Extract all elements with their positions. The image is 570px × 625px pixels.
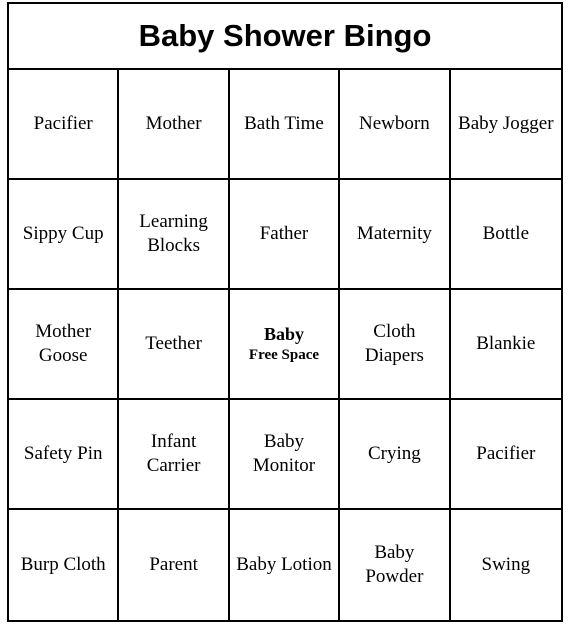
bingo-cell: Baby Jogger xyxy=(451,70,561,180)
bingo-cell: Father xyxy=(230,180,340,290)
free-space-label: Baby xyxy=(263,324,304,344)
bingo-grid xyxy=(9,70,561,620)
bingo-cell: Safety Pin xyxy=(9,400,119,510)
bingo-cell: Mother Goose xyxy=(9,290,119,400)
bingo-cell: Maternity xyxy=(340,180,450,290)
free-space-sublabel: Free Space xyxy=(248,347,320,363)
bingo-cell: Infant Carrier xyxy=(119,400,229,510)
bingo-cell: Teether xyxy=(119,290,229,400)
bingo-cell: Bath Time xyxy=(230,70,340,180)
bingo-card xyxy=(7,2,563,622)
bingo-cell: Baby Powder xyxy=(340,510,450,620)
bingo-cell: Parent xyxy=(119,510,229,620)
bingo-cell: Swing xyxy=(481,554,531,575)
bingo-cell: Bottle xyxy=(451,180,561,290)
bingo-cell: Mother xyxy=(119,70,229,180)
bingo-cell: Cloth Diapers xyxy=(340,290,450,400)
bingo-cell: Pacifier xyxy=(451,400,561,510)
bingo-cell: Crying xyxy=(340,400,450,510)
bingo-cell: Learning Blocks xyxy=(119,180,229,290)
bingo-cell: Baby Lotion xyxy=(230,510,340,620)
bingo-cell: Newborn xyxy=(340,70,450,180)
bingo-cell: Blankie xyxy=(451,290,561,400)
bingo-title: Baby Shower Bingo xyxy=(9,4,561,70)
bingo-cell: Baby Monitor xyxy=(230,400,340,510)
free-space-cell xyxy=(230,290,340,400)
bingo-cell: Sippy Cup xyxy=(9,180,119,290)
bingo-cell: Pacifier xyxy=(9,70,119,180)
bingo-cell: Burp Cloth xyxy=(9,510,119,620)
